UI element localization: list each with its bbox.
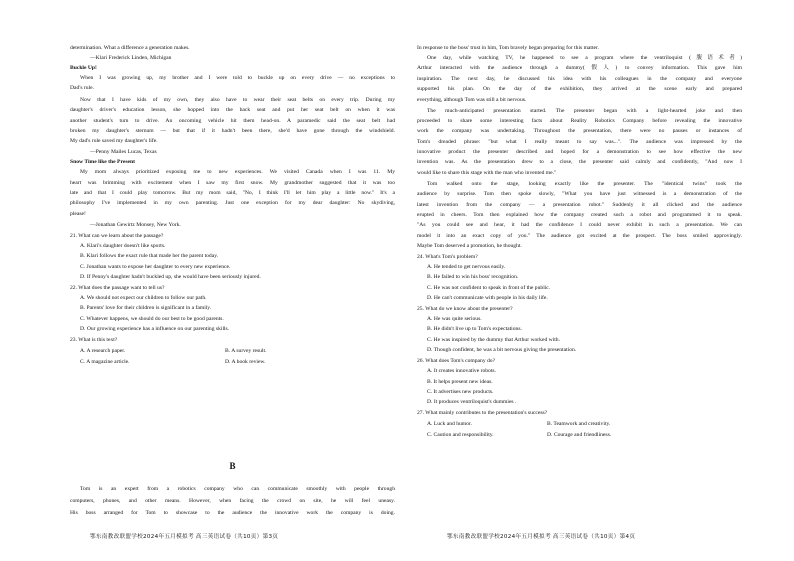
text-line: determination. What a difference a generation makes.: [70, 45, 190, 51]
text-line: When I was growing up, my brother and I were told to buckle up on every drive — no exceptions to: [80, 75, 395, 81]
text-line: innovative product the presenter described and hoped for a demonstration to see how effective the new: [417, 149, 742, 155]
text-line: late and that I could play tomorrow. But my mom said, "No, I think I'll let him play a little now." It's a: [70, 190, 395, 196]
text-line: B. He didn't live up to Tom's expectations.: [427, 326, 522, 332]
text-line: C. He was inspired by the dummy that Arthur worked with.: [427, 337, 560, 343]
text-line: work the company was undertaking. Throughout the presentation, there were no pauses or instances of: [417, 128, 742, 134]
text-line: latest invention from the company — a presentation robot." Suddenly it all clicked and the audience: [417, 202, 742, 208]
answer-option: A. A research paper.: [80, 348, 126, 354]
text-line: another student's turn to drive. An oncoming vehicle hit them head-on. A paramedic said the seat belt had: [70, 118, 395, 124]
text-line: A. Klari's daughter doesn't like sports.: [80, 243, 166, 249]
answer-option: B. Teamwork and creativity.: [547, 421, 611, 427]
text-line: D. If Penny's daughter hadn't buckled up, she would have been seriously injured.: [80, 274, 261, 280]
text-line: computers, phones, and other means. However, when facing the crowd on site, he will feel uneasy.: [70, 498, 395, 504]
text-line: D. It produces ventriloquist's dummies .: [427, 399, 517, 405]
text-line: please!: [70, 211, 86, 217]
text-line: supported his plan. On the day of the exhibition, they arrived at the scene early and prepared: [417, 86, 742, 92]
text-line: A. He was quite serious.: [427, 316, 482, 322]
text-line: D. Our growing experience has a influence on our parenting skills.: [80, 326, 230, 332]
text-line: My dad's rule saved my daughter's life.: [70, 138, 158, 144]
text-line: A. It creates innovative robots.: [427, 368, 496, 374]
text-line: B. It helps present new ideas.: [427, 379, 493, 385]
text-line: model it into an exact copy of you." The audience got excited at the prospect. The boss smiled approvingly.: [417, 233, 742, 239]
text-line: His boss arranged for Tom to showcase to the audience the innovative work the company is doing.: [70, 510, 395, 516]
text-line: Tom is an expert from a robotics company who can communicate smoothly with people through: [80, 486, 395, 492]
text-line: 26. What does Tom's company do?: [417, 358, 496, 364]
text-line: Maybe Tom deserved a promotion, he thought.: [417, 243, 522, 249]
text-line: Dad's rule.: [70, 85, 94, 91]
text-line: Snow Time like the Present: [70, 159, 135, 165]
text-line: A. We should not expect our children to follow our path.: [80, 295, 207, 301]
text-line: The much-anticipated presentation started. The presenter began with a light-hearted joke and then: [427, 108, 742, 114]
text-line: audience by surprise. Tom then spoke slowly, "What you have just witnessed is a demonstration of the: [417, 191, 742, 197]
answer-option: C. Caution and responsibility.: [427, 432, 494, 438]
right-page: [417, 0, 742, 561]
left-page: [70, 0, 395, 561]
text-line: 23. What is this text?: [70, 337, 118, 343]
text-line: daughter's driver's education lesson, she hopped into the back seat and put her seat belt on when it was: [70, 107, 395, 113]
text-line: 24. What's Tom's problem?: [417, 254, 478, 260]
text-line: philosophy I've implemented in my own parenting. Just one exception for my dear daughter: No skydiving,: [70, 200, 395, 206]
text-line: Tom walked onto the stage, looking exactly like the presenter. The "identical twins" took the: [427, 181, 742, 187]
text-line: C. Jonathan wants to expose her daughter to every new experience.: [80, 264, 231, 270]
page-footer: 鄂东南教改联盟学校2024年五月模拟考 高三英语试卷（共10页）第3页: [90, 534, 279, 540]
text-line: Buckle Up!: [70, 65, 97, 71]
text-line: 22. What does the passage want to tell us?: [70, 285, 165, 291]
text-line: One day, while watching TV, he happened to see a program where the ventriloquist (腹语术者): [427, 55, 742, 61]
text-line: 21. What can we learn about the passage?: [70, 233, 164, 239]
text-line: 27. What mainly contributes to the presentation's success?: [417, 410, 548, 416]
text-line: Arthur interacted with the audience through a dummy(假人) to convey information. This gave him: [417, 65, 742, 71]
text-line: invention was. As the presentation drew to a close, the presenter said calmly and confidently, "And now I: [417, 159, 742, 165]
text-line: In response to the boss' trust in him, Tom bravely began preparing for this matter.: [417, 45, 599, 51]
section-title: B: [229, 461, 236, 471]
text-line: B. He failed to win his boss' recognition.: [427, 274, 519, 280]
answer-option: D. Courage and friendliness.: [547, 432, 612, 438]
text-line: My mom always prioritized exposing me to new experiences. We visited Canada when I was 11. My: [80, 169, 395, 175]
text-line: —Jonathan Gewirtz Monsey, New York.: [90, 222, 181, 228]
answer-option: B. A survey result.: [225, 348, 267, 354]
page-footer: 鄂东南教改联盟学校2024年五月模拟考 高三英语试卷（共10页）第4页: [447, 534, 636, 540]
answer-option: C. A magazine article.: [80, 359, 130, 365]
text-line: Now that I have kids of my own, they also have to wear their seat belts on every trip. During my: [80, 97, 395, 103]
text-line: Tom's dreaded phrase: "but what I really meant to say was...". The audience was impressed by the: [417, 139, 742, 145]
text-line: A. He tended to get nervous easily.: [427, 264, 506, 270]
text-line: C. He was not confident to speak in front of the public.: [427, 285, 551, 291]
text-line: —Penny Mailes Lucas, Texas: [90, 149, 157, 155]
text-line: heart was brimming with excitement when I saw my first snow. My grandmother suggested that it was too: [70, 180, 395, 186]
text-line: broken my daughter's sternum — but that if it hadn't been there, she'd have gone through the windshield.: [70, 128, 395, 134]
text-line: everything, although Tom was still a bit nervous.: [417, 97, 527, 103]
text-line: D. Though confident, he was a bit nervous giving the presentation.: [427, 347, 577, 353]
answer-option: D. A book review.: [225, 359, 266, 365]
text-line: —Klari Frederick Linden, Michigan: [90, 55, 172, 61]
text-line: C. Whatever happens, we should do our best to be good parents.: [80, 316, 224, 322]
text-line: B. Klari follows the exact rule that made her the parent today.: [80, 253, 219, 259]
text-line: inspiration. The next day, he discussed his idea with his colleagues in the company and everyone: [417, 76, 742, 82]
text-line: erupted in cheers. Tom then explained how the company created such a robot and programmed it to speak.: [417, 212, 742, 218]
text-line: proceeded to share some interesting facts about Reality Robotics Company before revealing the innovative: [417, 118, 742, 124]
text-line: D. He can't communicate with people in his daily life.: [427, 295, 548, 301]
text-line: would like to share this stage with the man who invented me.": [417, 170, 557, 176]
answer-option: A. Luck and humor.: [427, 421, 472, 427]
text-line: "As you could see and hear, it had the confidence I could never exhibit in such a presentation. We can: [417, 222, 742, 228]
text-line: B. Parents' love for their children is significant in a family.: [80, 305, 212, 311]
text-line: C. It advertises new products.: [427, 389, 494, 395]
text-line: 25. What do we know about the presenter?: [417, 306, 513, 312]
